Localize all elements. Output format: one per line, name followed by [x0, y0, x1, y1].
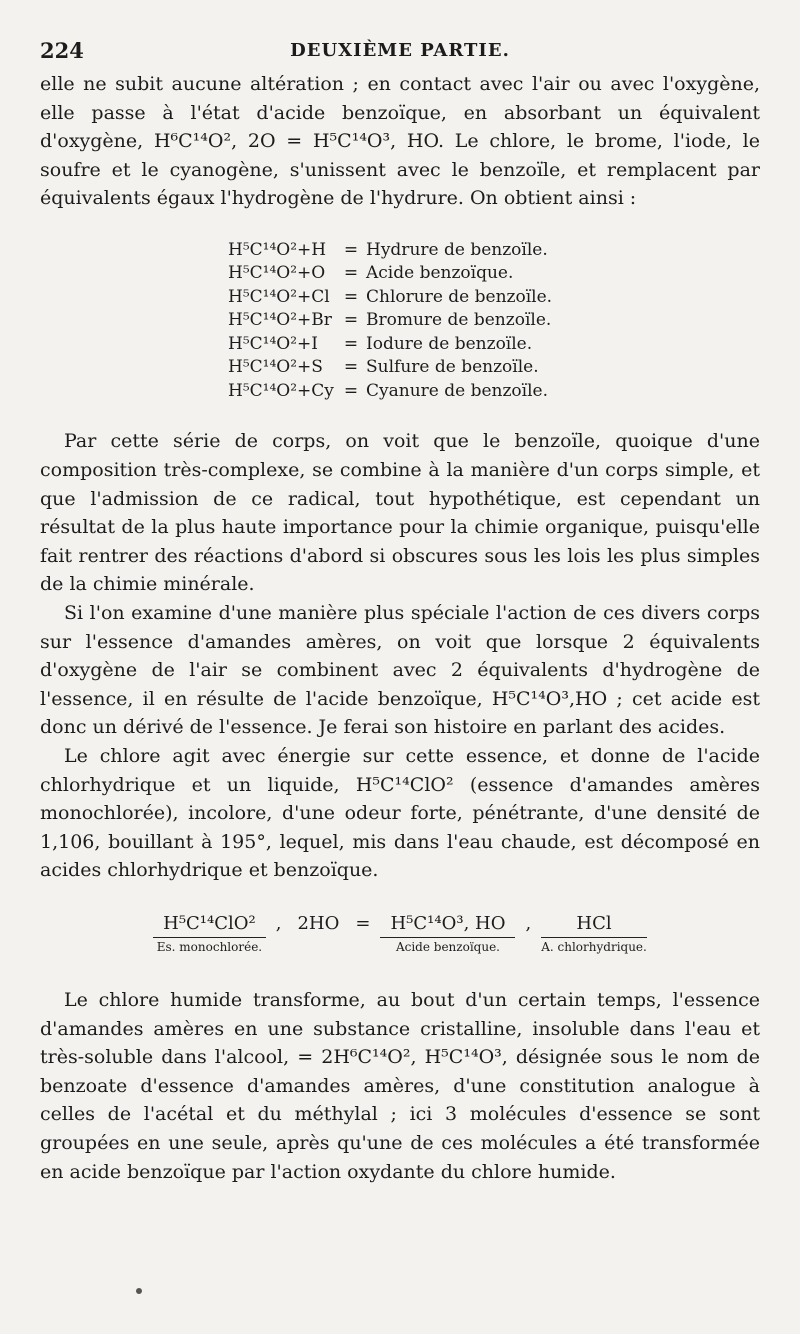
paragraph-1: elle ne subit aucune altération ; en contact avec l'air ou avec l'oxygène, elle passe à l'état d'acide benzoïque, en absorbant un équivalent d'oxygène, H⁶C¹⁴O², 2O = H⁵C¹⁴O³, HO. Le chlore, le brome, l'iode, le soufre et le cyanogène, s'unissent avec le benzoïle, et remplacent par équivalents égaux l'hydrogène de l'hydrure. On obtient ainsi : [40, 73, 760, 210]
running-title: DEUXIÈME PARTIE. [290, 40, 510, 61]
equation-separator: = [355, 912, 371, 934]
paragraph-2: Par cette série de corps, on voit que le benzoïle, quoique d'une composition très-complexe, se combine à la manière d'un corps simple, et que l'admission de ce radical, tout hypothétique, est cependant un résultat de la plus haute importance pour la chimie organique, puisqu'elle fait rentrer des réactions d'abord si obscures sous les lois les plus simples de la chimie minérale. [40, 430, 760, 596]
formula: H⁵C¹⁴O²+Br [228, 310, 332, 331]
formula-row [228, 309, 760, 333]
compound-name: Cyanure de benzoïle. [366, 380, 549, 401]
term-formula: H⁵C¹⁴O³, HO [380, 913, 515, 938]
equals-sign: = [343, 263, 359, 284]
page-content [40, 70, 760, 1186]
compound-name: Hydrure de benzoïle. [366, 239, 548, 260]
formula: H⁵C¹⁴O²+Cy [228, 380, 334, 401]
equation-term [153, 913, 266, 956]
formula-row [228, 239, 760, 263]
equals-sign: = [343, 333, 359, 354]
equation-term [291, 913, 345, 937]
paragraph-3: Si l'on examine d'une manière plus spéciale l'action de ces divers corps sur l'essence d'amandes amères, on voit que lorsque 2 équivalents d'oxygène de l'air se combinent avec 2 équivalents d'hydrogène de l'essence, il en résulte de l'acide benzoïque, H⁵C¹⁴O³,HO ; cet acide est donc un dérivé de l'essence. Je ferai son histoire en parlant des acides. [40, 602, 760, 739]
formula-row [228, 286, 760, 310]
equals-sign: = [343, 310, 359, 331]
compound-name: Sulfure de benzoïle. [366, 357, 539, 378]
term-caption: Es. monochlorée. [156, 939, 263, 954]
compound-name: Chlorure de benzoïle. [366, 286, 553, 307]
equation-separator: , [525, 912, 532, 934]
formula: H⁵C¹⁴O²+Cl [228, 286, 330, 307]
formula-row [228, 356, 760, 380]
formula: H⁵C¹⁴O²+S [228, 357, 323, 378]
compound-name: Iodure de benzoïle. [366, 333, 533, 354]
term-formula: 2HO [297, 912, 340, 934]
equation-term [380, 913, 515, 956]
term-formula: HCl [541, 913, 647, 938]
equals-sign: = [343, 380, 359, 401]
compound-name: Bromure de benzoïle. [366, 310, 552, 331]
equals-sign: = [343, 357, 359, 378]
term-caption: Acide benzoïque. [395, 939, 500, 954]
term-caption: A. chlorhydrique. [541, 939, 647, 954]
paragraph-4: Le chlore agit avec énergie sur cette essence, et donne de l'acide chlorhydrique et un liquide, H⁵C¹⁴ClO² (essence d'amandes amères monochlorée), incolore, d'une odeur forte, pénétrante, d'une densité de 1,106, bouillant à 195°, lequel, mis dans l'eau chaude, est décomposé en acides chlorhydrique et benzoïque. [40, 745, 760, 882]
formula: H⁵C¹⁴O²+H [228, 239, 327, 260]
equation-term [541, 913, 647, 956]
formula-row [228, 262, 760, 286]
formula: H⁵C¹⁴O²+I [228, 333, 318, 354]
term-formula: H⁵C¹⁴ClO² [153, 913, 266, 938]
print-speck [136, 1288, 142, 1294]
page-number: 224 [40, 38, 84, 63]
equals-sign: = [343, 286, 359, 307]
formula-table [228, 239, 760, 404]
formula: H⁵C¹⁴O²+O [228, 263, 326, 284]
equals-sign: = [343, 239, 359, 260]
formula-row [228, 380, 760, 404]
compound-name: Acide benzoïque. [366, 263, 514, 284]
paragraph-5: Le chlore humide transforme, au bout d'un certain temps, l'essence d'amandes amères en une substance cristalline, insoluble dans l'eau et très-soluble dans l'alcool, = 2H⁶C¹⁴O², H⁵C¹⁴O³, désignée sous le nom de benzoate d'essence d'amandes amères, d'une constitution analogue à celles de l'acétal et du méthylal ; ici 3 molécules d'essence se sont groupées en une seule, après qu'une de ces molécules a été transformée en acide benzoïque par l'action oxydante du chlore humide. [40, 988, 760, 1183]
formula-row [228, 333, 760, 357]
equation-separator: , [275, 912, 282, 934]
chemical-equation [40, 913, 760, 956]
page-header [40, 38, 760, 68]
